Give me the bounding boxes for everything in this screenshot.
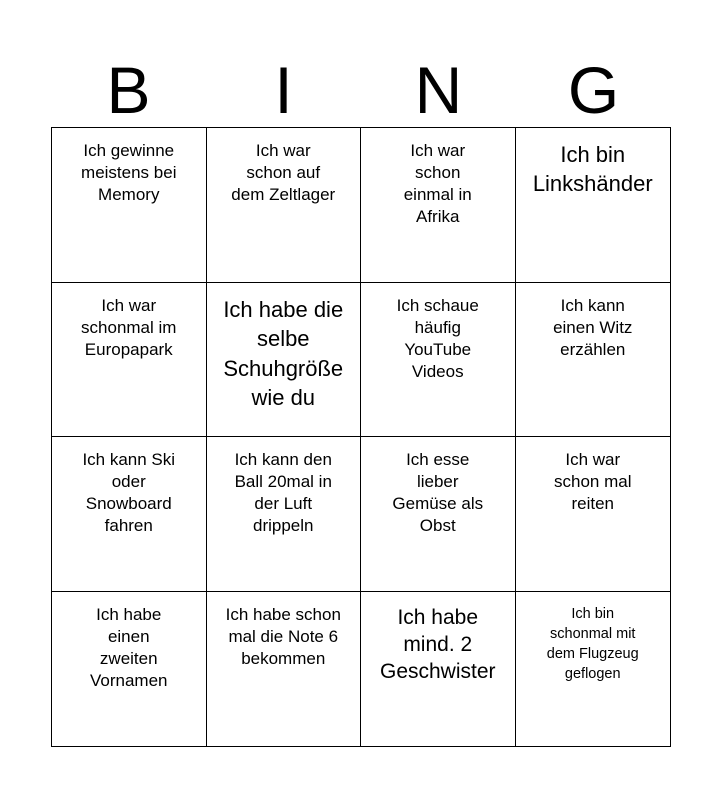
- bingo-cell[interactable]: [361, 592, 516, 747]
- bingo-cell-text: Ich habe die selbe Schuhgröße wie du: [223, 296, 344, 410]
- bingo-cell[interactable]: [361, 128, 516, 283]
- bingo-cell[interactable]: [516, 283, 671, 438]
- bingo-cell-text: Ich kann einen Witz erzählen: [553, 295, 633, 359]
- header-letter-n: N: [414, 53, 463, 127]
- header-letter-i: I: [274, 53, 293, 127]
- bingo-cell-text: Ich kann den Ball 20mal in der Luft drippeln: [234, 450, 332, 535]
- bingo-cell-text: Ich esse lieber Gemüse als Obst: [392, 450, 484, 535]
- bingo-cell[interactable]: [207, 592, 362, 747]
- bingo-cell[interactable]: [361, 437, 516, 592]
- bingo-cell-text: Ich kann Ski oder Snowboard fahren: [82, 450, 176, 535]
- bingo-cell-text: Ich bin schonmal mit dem Flugzeug geflogen: [546, 605, 639, 682]
- bingo-cell[interactable]: [361, 283, 516, 438]
- bingo-cell[interactable]: [516, 128, 671, 283]
- header-letter-g: G: [567, 53, 620, 127]
- bingo-grid: [51, 127, 671, 747]
- bingo-cell-text: Ich war schon mal reiten: [554, 450, 632, 513]
- bingo-cell-text: Ich habe schon mal die Note 6 bekommen: [225, 604, 341, 668]
- bingo-cell[interactable]: [516, 592, 671, 747]
- header-letter-b: B: [106, 53, 151, 127]
- bingo-cell-text: Ich war schonmal im Europapark: [81, 295, 177, 359]
- bingo-cell[interactable]: [207, 128, 362, 283]
- bingo-cell[interactable]: [207, 283, 362, 438]
- bingo-cell[interactable]: [207, 437, 362, 592]
- bingo-cell[interactable]: [52, 283, 207, 438]
- bingo-cell-text: Ich habe mind. 2 Geschwister: [379, 605, 496, 683]
- bingo-cell[interactable]: [52, 437, 207, 592]
- bingo-cell-text: Ich war schon auf dem Zeltlager: [231, 141, 336, 204]
- bingo-cell-text: Ich schaue häufig YouTube Videos: [396, 295, 479, 381]
- bingo-cell-text: Ich bin Linkshänder: [532, 142, 653, 196]
- bingo-cell-text: Ich war schon einmal in Afrika: [403, 141, 472, 226]
- bingo-cell[interactable]: [52, 592, 207, 747]
- bingo-cell-text: Ich gewinne meistens bei Memory: [81, 141, 177, 204]
- bingo-cell-text: Ich habe einen zweiten Vornamen: [90, 604, 168, 690]
- bingo-cell[interactable]: [516, 437, 671, 592]
- bingo-header: [51, 52, 671, 128]
- bingo-cell[interactable]: [52, 128, 207, 283]
